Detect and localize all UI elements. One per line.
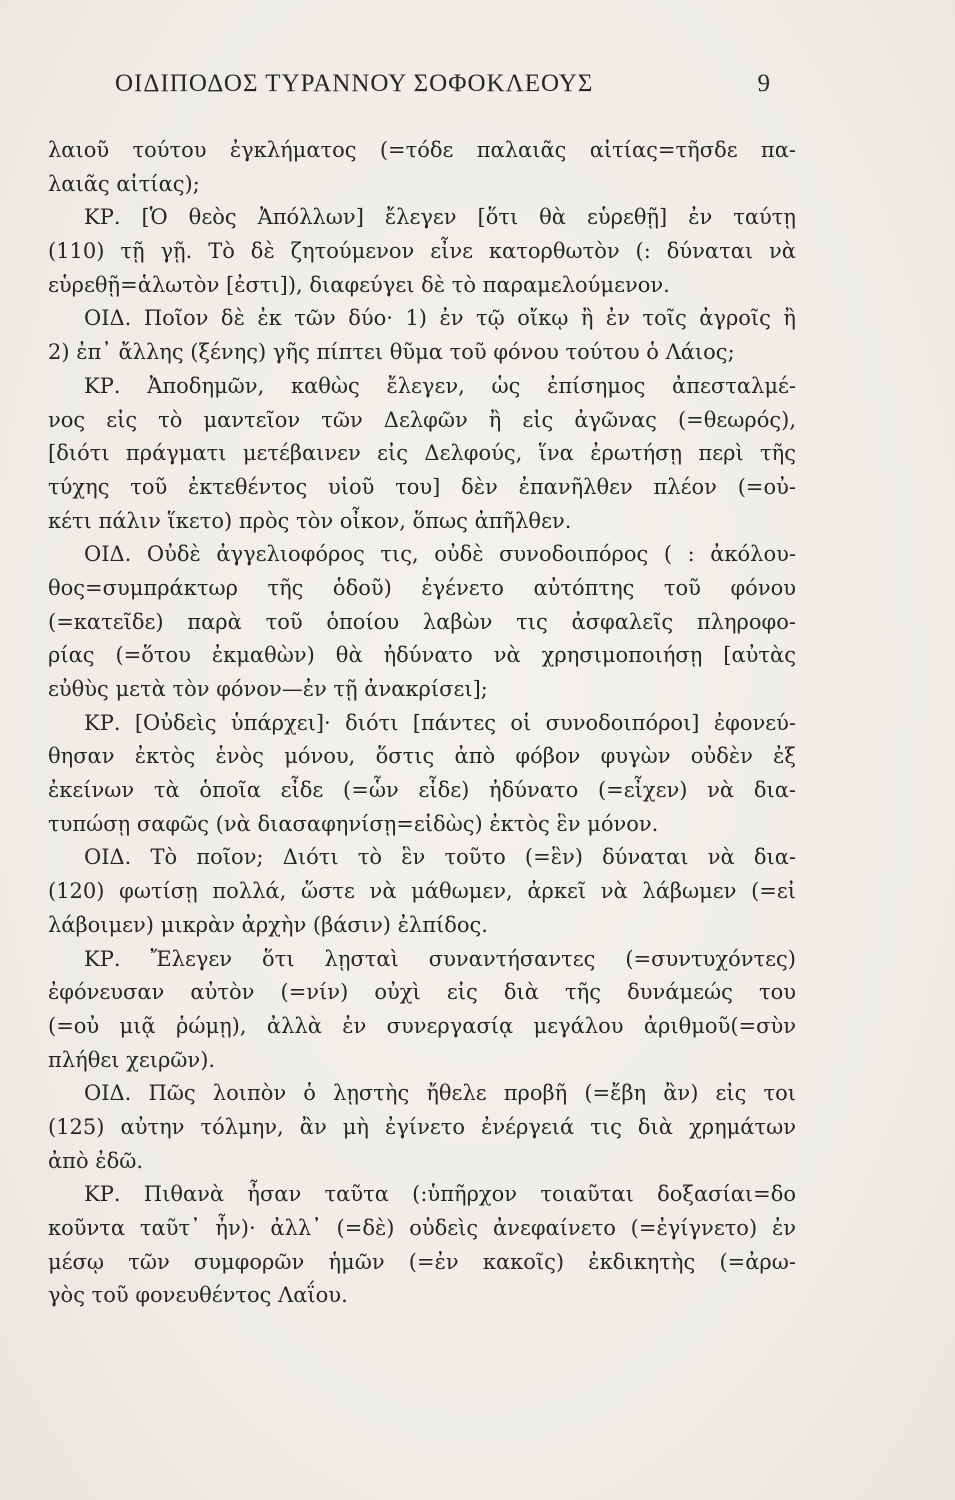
text-line: λάβοιμεν) μικρὰν ἀρχὴν (βάσιν) ἐλπίδος. [48, 912, 488, 937]
text-line: ΚΡ. [Ὁ θεὸς Ἀπόλλων] ἔλεγεν [ὅτι θὰ εὑρεθῇ] ἐν ταύτῃ [84, 205, 796, 230]
text-line: ἐκείνων τὰ ὁποῖα εἶδε (=ὧν εἶδε) ἠδύνατο (=εἶχεν) νὰ δια- [48, 778, 796, 803]
text-line: ἀπὸ ἐδῶ. [48, 1148, 144, 1173]
text-line: θος=συμπράκτωρ τῆς ὁδοῦ) ἐγένετο αὐτόπτης τοῦ φόνου [48, 575, 796, 600]
text-line: ΟΙΔ. Ποῖον δὲ ἐκ τῶν δύο· 1) ἐν τῷ οἴκῳ ἢ ἐν τοῖς ἀγροῖς ἢ [84, 306, 796, 331]
text-line: γὸς τοῦ φονευθέντος Λαΐου. [48, 1283, 348, 1308]
text-line: εὐθὺς μετὰ τὸν φόνον—ἐν τῇ ἀνακρίσει]; [48, 677, 488, 701]
text-line: (125) αὐτην τόλμην, ἂν μὴ ἐγίνετο ἐνέργειά τις διὰ χρημάτων [48, 1114, 796, 1139]
text-line: ΚΡ. Πιθανὰ ἦσαν ταῦτα (:ὑπῆρχον τοιαῦται δοξασίαι=δο [84, 1182, 796, 1207]
running-title: ΟΙΔΙΠΟΔΟΣ ΤΥΡΑΝΝΟΥ ΣΟΦΟΚΛΕΟΥΣ [115, 70, 594, 97]
text-line: [διότι πράγματι μετέβαινεν εἰς Δελφούς, ἵνα ἐρωτήσῃ περὶ τῆς [48, 441, 796, 466]
text-line: (=κατεῖδε) παρὰ τοῦ ὁποίου λαβὼν τις ἀσφαλεῖς πληροφο- [48, 609, 796, 634]
text-line: ἐφόνευσαν αὐτὸν (=νίν) οὐχὶ εἰς διὰ τῆς δυνάμεώς του [48, 980, 796, 1005]
text-line: εὑρεθῇ=ἁλωτὸν [ἐστι]), διαφεύγει δὲ τὸ παραμελούμενον. [48, 272, 670, 297]
text-line: πλήθει χειρῶν). [48, 1047, 216, 1072]
page-header [110, 70, 770, 110]
text-line: νος εἰς τὸ μαντεῖον τῶν Δελφῶν ἢ εἰς ἀγῶνας (=θεωρός), [48, 407, 796, 432]
text-line: ΚΡ. [Οὐδεὶς ὑπάρχει]· διότι [πάντες οἱ συνοδοιπόροι] ἐφονεύ- [84, 710, 796, 735]
text-line: κέτι πάλιν ἵκετο) πρὸς τὸν οἶκον, ὅπως ἀπῆλθεν. [48, 508, 572, 533]
text-body [48, 134, 796, 1313]
text-line: τυπώσῃ σαφῶς (νὰ διασαφηνίσῃ=εἰδὼς) ἐκτὸς ἓν μόνον. [48, 811, 659, 836]
text-line: ΚΡ. Ἀποδημῶν, καθὼς ἔλεγεν, ὡς ἐπίσημος ἀπεσταλμέ- [84, 373, 796, 398]
text-line: 2) ἐπ᾽ ἄλλης (ξένης) γῆς πίπτει θῦμα τοῦ φόνου τούτου ὁ Λάιος; [48, 340, 735, 365]
text-line: θησαν ἐκτὸς ἑνὸς μόνου, ὅστις ἀπὸ φόβον φυγὼν οὐδὲν ἐξ [48, 744, 796, 769]
text-line: ΟΙΔ. Οὐδὲ ἀγγελιοφόρος τις, οὐδὲ συνοδοιπόρος ( : ἀκόλου- [84, 542, 796, 567]
text-line: ΟΙΔ. Πῶς λοιπὸν ὁ λῃστὴς ἤθελε προβῆ (=ἔβη ἂν) εἰς τοι [84, 1081, 796, 1106]
text-line: (=οὐ μιᾷ ῥώμῃ), ἀλλὰ ἐν συνεργασίᾳ μεγάλου ἀριθμοῦ(=σὺν [48, 1013, 796, 1038]
text-line: τύχης τοῦ ἐκτεθέντος υἱοῦ του] δὲν ἐπανῆλθεν πλέον (=οὐ- [48, 474, 796, 499]
text-line: λαιοῦ τούτου ἐγκλήματος (=τόδε παλαιᾶς αἰτίας=τῆσδε πα- [48, 138, 796, 162]
text-line: λαιᾶς αἰτίας); [48, 171, 200, 196]
text-line: ρίας (=ὅτου ἐκμαθὼν) θὰ ἠδύνατο νὰ χρησιμοποιήσῃ [αὐτὰς [48, 643, 796, 668]
text-line: ΚΡ. Ἔλεγεν ὅτι λῃσταὶ συναντήσαντες (=συντυχόντες) [84, 946, 796, 971]
text-line: μέσῳ τῶν συμφορῶν ἡμῶν (=ἐν κακοῖς) ἐκδικητὴς (=ἀρω- [48, 1249, 796, 1274]
text-line: ΟΙΔ. Τὸ ποῖον; Διότι τὸ ἓν τοῦτο (=ἓν) δύναται νὰ δια- [84, 845, 796, 870]
text-line: (120) φωτίσῃ πολλά, ὥστε νὰ μάθωμεν, ἀρκεῖ νὰ λάβωμεν (=εἰ [48, 879, 796, 904]
text-line: (110) τῇ γῇ. Τὸ δὲ ζητούμενον εἶνε κατορθωτὸν (: δύναται νὰ [48, 239, 796, 264]
text-line: κοῦντα ταῦτ᾽ ἦν)· ἀλλ᾽ (=δὲ) οὐδεὶς ἀνεφαίνετο (=ἐγίγνετο) ἐν [48, 1216, 796, 1240]
page-number: 9 [757, 70, 770, 97]
